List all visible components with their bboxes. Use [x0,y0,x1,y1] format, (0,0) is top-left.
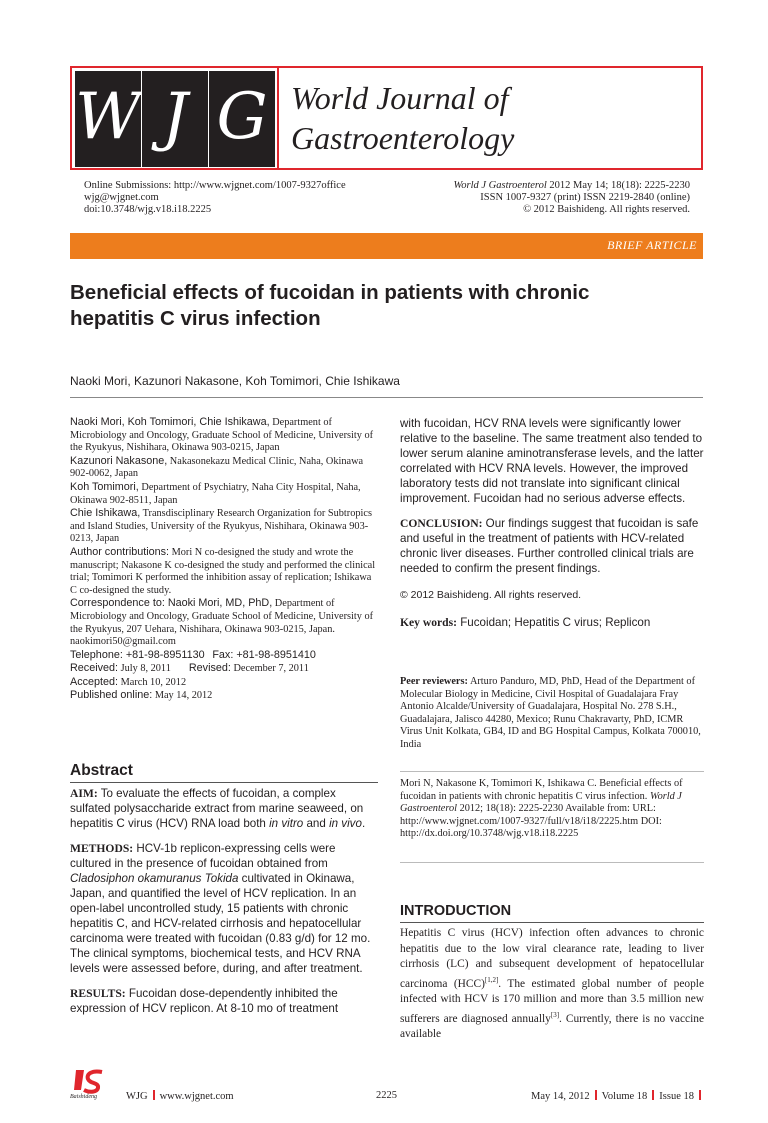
footer-separator [652,1090,654,1100]
citation-rest: 2012 May 14; 18(18): 2225-2230 [546,180,690,191]
abstract-rule [70,782,378,783]
affiliation-name: Koh Tomimori, [70,480,139,493]
reviewers-label: Peer reviewers: [400,676,468,687]
masthead-letter-box-g [209,71,276,167]
how-to-cite [400,778,704,841]
telephone-value: +81-98-8951130 [122,648,205,661]
abstract-conclusion [400,516,704,576]
accepted-label: Accepted: [70,675,119,688]
keywords [400,615,704,630]
article-title-line1: Beneficial effects of fucoidan in patients with chronic [70,281,590,304]
affiliation-text: Nakasonekazu Medical Clinic, Naha, Okinawa 902-0062, Japan [70,455,364,480]
intro-ref: [1,2] [484,975,499,984]
introduction-heading: INTRODUCTION [400,903,512,919]
affiliation-text: Transdisciplinary Research Organization for Subtropics and Island Studies, University of the Ryukyus, Nishihara, Okinawa 903-0213, Japan [70,508,372,545]
peer-reviewers [400,676,704,752]
telephone-label: Telephone: [70,648,123,661]
accepted-value: March 10, 2012 [118,676,187,688]
received-label: Received: [70,662,119,675]
aim-text: and [303,817,330,830]
journal-title-line2: Gastroenterology [291,120,515,156]
aim-italic: in vitro [269,817,304,830]
contributions-text: Mori N co-designed the study and wrote the manuscript; Nakasone K co-designed the study and performed the clinical trial; Tomimori K performed the inhibition assay of replication; Ishikawa C co-designed the study. [70,546,376,596]
author-list: Naoki Mori, Kazunori Nakasone, Koh Tomimori, Chie Ishikawa [70,374,400,388]
footer-right [531,1090,706,1102]
aim-italic: in vivo [329,817,362,830]
cite-journal: World J Gastroenterol [400,790,682,815]
footer-separator [153,1090,155,1100]
abstract-results-cont: with fucoidan, HCV RNA levels were significantly lower relative to the baseline. The same treatment also tended to lower serum alanine aminotransferase levels, and the latter correlated with HCV RNA levels. However, the improved laboratory tests did not translate into significant clinical improvement. Fucoidan had no serious adverse effects. [400,417,704,505]
received-value: July 8, 2011 [118,663,171,675]
affiliation-item [70,507,378,546]
revised-label: Revised: [188,662,231,675]
article-title-line2: hepatitis C virus infection [70,307,321,330]
keywords-text: Fucoidan; Hepatitis C virus; Replicon [457,616,651,629]
doi: doi:10.3748/wjg.v18.i18.2225 [84,204,212,215]
abstract-aim [70,786,378,831]
footer-page-number: 2225 [376,1090,397,1101]
revised-value: December 7, 2011 [230,663,309,675]
aim-text: To evaluate the effects of fucoidan, a complex sulfated polysaccharide extract from marine seaweed, on hepatitis C virus (HCV) RNA load both [70,787,364,830]
fax-value: +81-98-8951410 [233,648,316,661]
introduction-text [400,926,704,1043]
results-label: RESULTS: [70,987,126,1000]
submission-email: wjg@wjgnet.com [84,192,159,203]
masthead-letter: G [216,80,268,154]
affiliation-item [70,416,378,455]
abstract-results [70,986,378,1016]
cite-text: 2012; 18(18): 2225-2230 Available from: URL: http://www.wjgnet.com/1007-9327/full/v18/i18/2225.htm DOI: http://dx.doi.org/10.3748/wjg.v18.i18.2225 [400,803,662,840]
methods-text: HCV-1b replicon-expressing cells were cultured in the presence of fucoidan obtained from [70,842,336,870]
phone-fax [70,649,378,663]
footer-volume: Volume 18 [601,1091,648,1102]
correspondence-text: Department of Microbiology and Oncology, Graduate School of Medicine, University of the Ryukyus, 207 Uehara, Nishihara, Okinawa 903-0215, Japan. naokimori50@gmail.com [70,598,374,648]
intro-text: . The estimated global number of people infected with HCV is 170 million and more than 3.5 million new sufferers are diagnosed annually [400,977,704,1025]
results-text: Fucoidan dose-dependently inhibited the expression of HCV replicon. At 8-10 mo of treatment [70,987,339,1015]
abstract-methods [70,841,378,976]
fax-label: Fax: [212,648,234,661]
submission-url: Online Submissions: http://www.wjgnet.com/1007-9327office [84,180,346,191]
methods-label: METHODS: [70,842,134,855]
logo-text: Baishideng [70,1094,97,1100]
article-title [70,280,690,332]
masthead-letter-box-j [142,71,209,167]
correspondence-label: Correspondence to: Naoki Mori, MD, PhD, [70,597,273,610]
copyright-header: © 2012 Baishideng. All rights reserved. [523,204,690,215]
baishideng-logo [72,1068,106,1104]
affiliation-text: Department of Microbiology and Oncology, Graduate School of Medicine, University of the Ryukyus, Nishihara, Okinawa 903-0215, Japan [70,417,374,454]
masthead-divider [277,68,279,168]
footer-issue: Issue 18 [659,1091,694,1102]
affiliation-name: Chie Ishikawa, [70,507,141,520]
reviewers-text: Arturo Panduro, MD, PhD, Head of the Department of Molecular Biology in Medicine, Civil Hospital of Guadalajara Fray Antonio Alcalde/University of Guadalajara, Hospital No. 278 S.H., Guadalajara, Jalisco 44280, Mexico; Runu Chakravarty, PhD, ICMR Virus Unit Kolkata, GB4, ID and BG Hospital Campus, Kolkata 700010, India [400,676,701,750]
submission-info [84,180,414,216]
correspondence [70,597,378,648]
received-revised [70,662,378,676]
conclusion-label: CONCLUSION: [400,517,483,530]
abstract-right [400,416,704,630]
affiliation-item [70,455,378,481]
published-value: May 14, 2012 [152,690,213,702]
intro-ref: [3] [550,1010,560,1019]
journal-title-line1: World Journal of [291,80,509,116]
footer-separator [699,1090,701,1100]
abstract-heading: Abstract [70,762,133,779]
masthead-letter: W [75,80,141,154]
contributions-label: Author contributions: [70,545,170,558]
affiliation-name: Naoki Mori, Koh Tomimori, Chie Ishikawa, [70,416,270,428]
abstract-left [70,786,378,1016]
introduction-rule [400,922,704,923]
aim-text: . [361,817,366,830]
author-contributions [70,546,378,597]
footer-left [126,1090,234,1102]
conclusion-text: Our findings suggest that fucoidan is safe and useful in the treatment of patients with HCV-related chronic liver diseases. Further controlled clinical trials are needed to confirm the present findings. [400,517,699,575]
footer-url[interactable]: www.wjgnet.com [159,1091,234,1102]
keywords-label: Key words: [400,616,457,629]
citation-journal: World J Gastroenterol [453,180,547,191]
cite-text: Mori N, Nakasone K, Tomimori K, Ishikawa C. Beneficial effects of fucoidan in patients with chronic hepatitis C virus infection. [400,778,683,802]
masthead-letter: J [162,80,188,154]
published-label: Published online: [70,689,153,702]
affiliation-item [70,481,378,507]
citation-info [370,180,690,216]
footer-date: May 14, 2012 [531,1091,590,1102]
article-type-label: BRIEF ARTICLE [607,238,697,252]
intro-text: . Currently, there is no vaccine available [400,1012,704,1041]
article-type-band [70,233,703,259]
citation-bottom-rule [400,862,704,863]
footer-separator [595,1090,597,1100]
accepted [70,676,378,690]
affiliation-name: Kazunori Nakasone, [70,454,168,467]
journal-masthead [70,66,703,170]
footer-journal: WJG [126,1091,148,1102]
affiliations-block [70,416,378,703]
affiliation-text: Department of Psychiatry, Naha City Hospital, Naha, Okinawa 902-8511, Japan [70,481,361,506]
abstract-copyright: © 2012 Baishideng. All rights reserved. [400,589,582,601]
intro-text: Hepatitis C virus (HCV) infection often advances to chronic hepatitis due to the low viral clearance rate, leading to liver cirrhosis (LC) and subsequent development of hepatocellular carcinoma (HCC) [400,927,704,990]
methods-italic: Cladosiphon okamuranus Tokida [70,872,239,885]
author-divider [70,397,703,398]
masthead-letter-box-w [75,71,142,167]
citation-top-rule [400,771,704,772]
methods-text: cultivated in Okinawa, Japan, and quantified the level of HCV replication. In an open-label uncontrolled study, 15 patients with chronic hepatitis C, and HCV-related cirrhosis and hepatocellular carcinoma were treated with fucoidan (0.83 g/d) for 12 mo. The clinical symptoms, biochemical tests, and HCV RNA levels were assessed before, during, and after treatment. [70,872,371,975]
aim-label: AIM: [70,787,98,800]
issn: ISSN 1007-9327 (print) ISSN 2219-2840 (online) [480,192,690,203]
journal-citation [370,180,690,192]
published [70,689,378,703]
